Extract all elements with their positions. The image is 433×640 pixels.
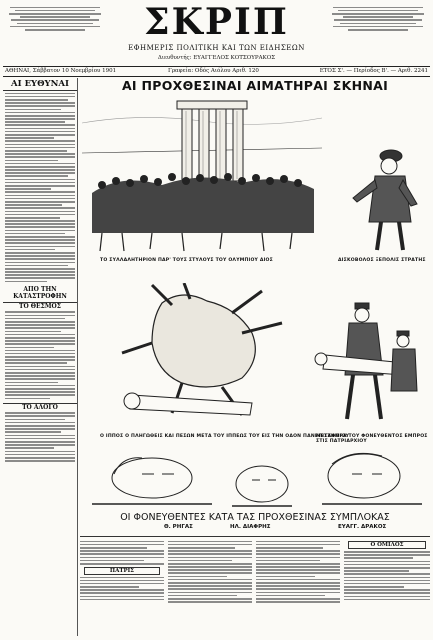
left-column — [3, 78, 78, 636]
rally-illustration — [82, 93, 322, 255]
bottom-column-1 — [80, 539, 164, 635]
dateline — [3, 66, 430, 77]
carrying-illustration — [305, 295, 425, 427]
main-headline: ΑΙ ΠΡΟΧΘΕΣΙΝΑΙ ΑΙΜΑΤΗΡΑΙ ΣΚΗΝΑΙ — [121, 78, 389, 93]
bottom-column-4 — [344, 539, 430, 635]
left-column-subheading-c: ΤΟ ΑΛΟΓΟ — [3, 403, 77, 411]
credit-2: ΗΛ. ΔΙΑΦΡΗΣ — [230, 524, 271, 530]
masthead — [0, 0, 433, 66]
right-ear-box — [327, 5, 429, 61]
portraits-illustration — [82, 444, 430, 510]
soldier-illustration — [345, 140, 425, 255]
bottom-columns — [80, 536, 430, 637]
newspaper-subtitle: ΕΦΗΜΕΡΙΣ ΠΟΛΙΤΙΚΗ ΚΑΙ ΤΩΝ ΕΙΔΗΣΕΩΝ — [128, 44, 305, 52]
dateline-date: ΑΘΗΝΑΙ, Σάββατον 10 Νοεμβρίου 1901 — [5, 68, 117, 74]
left-column-subheading-b: ΤΟ ΘΕΣΜΟΣ — [3, 302, 77, 310]
caption-carrying: ΜΕΤΑΦΟΡΑ ΤΟΥ ΦΟΝΕΥΘΕΝΤΟΣ ΕΜΠΡΟΣ ΣΤΙΣ ΠΑΤΡΙΑΡΧΙΟΥ — [316, 434, 428, 444]
bottom-column-2 — [168, 539, 252, 635]
caption-rally: ΤΟ ΣΥΛΛΑΛΗΤΗΡΙΟΝ ΠΑΡ' ΤΟΥΣ ΣΤΥΛΟΥΣ ΤΟΥ ΟΛΥΜΠΙΟΥ ΔΙΟΣ — [100, 258, 273, 263]
credit-1: Θ. ΡΗΓΑΣ — [164, 524, 193, 530]
bottom-column-3 — [256, 539, 340, 635]
bottom-section-heading-1: ΠΑΤΡΙΣ — [84, 567, 160, 575]
left-ear-box — [4, 5, 106, 61]
caption-fallen-horse: Ο ΙΠΠΟΣ Ο ΠΛΗΓΩΘΕΙΣ ΚΑΙ ΠΕΣΩΝ ΜΕΤΑ ΤΟΥ ΙΠΠΕΩΣ ΤΟΥ ΕΙΣ ΤΗΝ ΟΔΟΝ ΠΑΝΕΠΙΣΤΗΜΙΟΥ — [100, 434, 350, 439]
portrait-credits — [80, 524, 430, 533]
article-text-block-2 — [5, 310, 75, 401]
portraits-caption: ΟΙ ΦΟΝΕΥΘΕΝΤΕΣ ΚΑΤΑ ΤΑΣ ΠΡΟΧΘΕΣΙΝΑΣ ΣΥΜΠΛΟΚΑΣ — [120, 512, 390, 523]
editor-line: Διευθυντής: ΕΥΑΓΓΕΛΟΣ ΚΟΤΣΟΥΡΑΚΟΣ — [157, 55, 276, 61]
fallen-horse-illustration — [112, 283, 287, 428]
newspaper-title: ΣΚΡΙΠ — [144, 1, 289, 43]
left-column-subheading: ΑΠΟ ΤΗΝ ΚΑΤΑΣΤΡΟΦΗΝ — [13, 285, 67, 300]
credit-3: ΕΥΑΓΓ. ΔΡΑΚΟΣ — [338, 524, 387, 530]
dateline-office: Γραφεία: Οδός Αιόλου Αριθ. 120 — [168, 68, 259, 74]
bottom-section-heading-2: Ο ΟΜΙΛΟΣ — [348, 541, 426, 549]
caption-soldier: ΔΙΣΚΟΒΟΛΟΣ ΞΕΠΟΛΙΣ ΣΤΡΑΤΗΣ — [338, 258, 426, 263]
article-text-block — [5, 91, 75, 284]
dateline-issue: ΕΤΟΣ Σ'. — Περίοδος Β'. — Αριθ. 2241 — [319, 68, 428, 74]
left-column-heading: ΑΙ ΕΥΘΥΝΑΙ — [3, 78, 77, 91]
article-text-block-3 — [5, 411, 75, 464]
